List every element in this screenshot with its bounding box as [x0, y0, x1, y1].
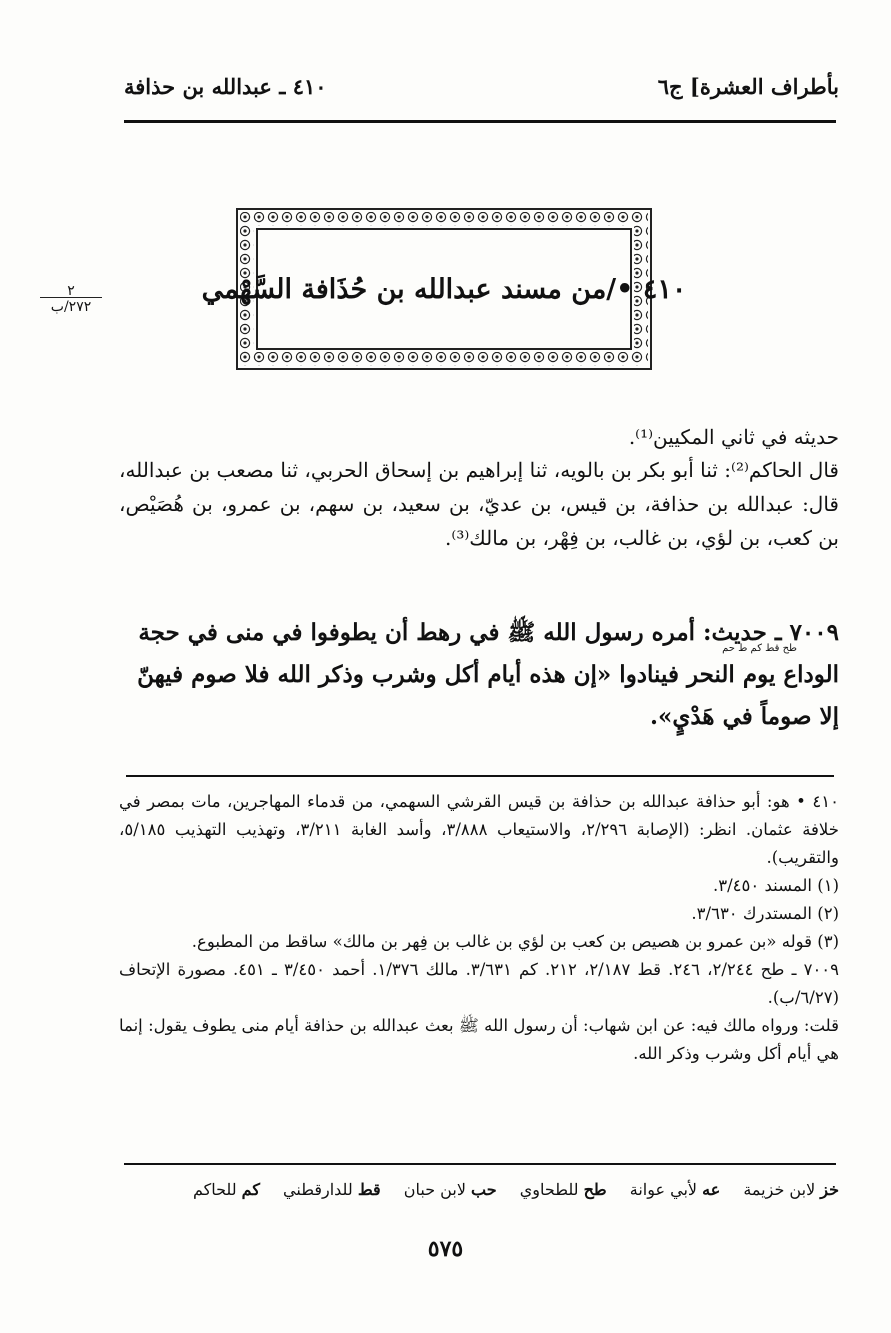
running-header-section: ٤١٠ ـ عبدالله بن حذافة: [124, 74, 327, 99]
footnote-rule: [126, 775, 834, 777]
abbr-item: حب لابن حبان: [403, 1180, 497, 1199]
bottom-rule: [124, 1163, 836, 1165]
paragraph-2: [119, 453, 839, 555]
margin-note-bottom: ٢٧٢/ب: [50, 299, 92, 315]
paragraph-1: حديثه في ثاني المكيين⁽¹⁾.: [628, 425, 839, 449]
title-box: [201, 228, 687, 350]
section-title: ٤١٠ •/من مسند عبدالله بن حُذَافة السَّهْمي: [201, 273, 687, 305]
header-rule: [124, 120, 836, 123]
title-frame: [201, 208, 687, 370]
footnote-comment: قلت: ورواه مالك فيه: عن ابن شهاب: أن رسول الله ﷺ بعث عبدالله بن حذافة أيام منى يطوف يقول: إنما هي أيام أكل وشرب وذكر الله.: [119, 1016, 839, 1063]
footnote-1: (١) المسند ٣/٤٥٠.: [712, 876, 839, 895]
abbreviation-key: [127, 1180, 839, 1199]
abbr-item: عه لأبي عوانة: [629, 1180, 721, 1199]
running-header-book: بأطراف العشرة] ج٦: [657, 74, 839, 99]
hadith-text: ٧٠٠٩ ـ حديث: أمره رسول الله ﷺ في رهط أن يطوفوا في منى في حجة الوداع يوم النحر فينادوا «إن هذه أيام أكل وشرب وذكر الله فلا صوم فيهنّ إلا صوماً في هَدْيٍ».: [137, 619, 839, 730]
footnotes: [119, 788, 839, 1068]
footnote-3: (٣) قوله «بن عمرو بن هصيص بن كعب بن لؤي بن غالب بن فِهر بن مالك» ساقط من المطبوع.: [191, 932, 839, 951]
footnote-hadith-sources: ٧٠٠٩ ـ طح ٢/٢٤٤، ٢٤٦. قط ٢/١٨٧، ٢١٢. كم ٣/٦٣١. مالك ١/٣٧٦. أحمد ٣/٤٥٠ ـ ٤٥١. مصورة الإتحاف (٦/٢٧/ب).: [119, 960, 840, 1007]
footnote-2: (٢) المستدرك ٣/٦٣٠.: [691, 904, 839, 923]
margin-note-top: ٢: [40, 283, 102, 298]
hadith-sigla: طح قط كم ط حم: [722, 643, 797, 654]
abbr-item: قط للدارقطني: [283, 1180, 381, 1199]
abbr-item: خز لابن خزيمة: [743, 1180, 839, 1199]
abbr-item: كم للحاكم: [192, 1180, 260, 1199]
page-number: ٥٧٥: [427, 1236, 464, 1262]
abbr-item: طح للطحاوي: [519, 1180, 607, 1199]
margin-note: [36, 283, 106, 315]
paragraph-2-text: قال الحاكم⁽²⁾: ثنا أبو بكر بن بالويه، ثنا إبراهيم بن إسحاق الحربي، ثنا مصعب بن عبدالله، قال: عبدالله بن حذافة، بن قيس، بن عديّ، بن سعيد، بن سهم، بن عمرو، بن هُصَيْص، بن كعب، بن لؤي، بن غالب، بن فِهْر، بن مالك⁽³⁾.: [119, 458, 839, 550]
footnote-entry: ٤١٠ • هو: أبو حذافة عبدالله بن حذافة بن قيس القرشي السهمي، من قدماء المهاجرين، مات بمصر في خلافة عثمان. انظر: (الإصابة ٢/٢٩٦، والاستيعاب ٣/٨٨٨، وأسد الغابة ٣/٢١١، وتهذيب التهذيب ٥/١٨٥، والتقريب).: [119, 792, 839, 867]
